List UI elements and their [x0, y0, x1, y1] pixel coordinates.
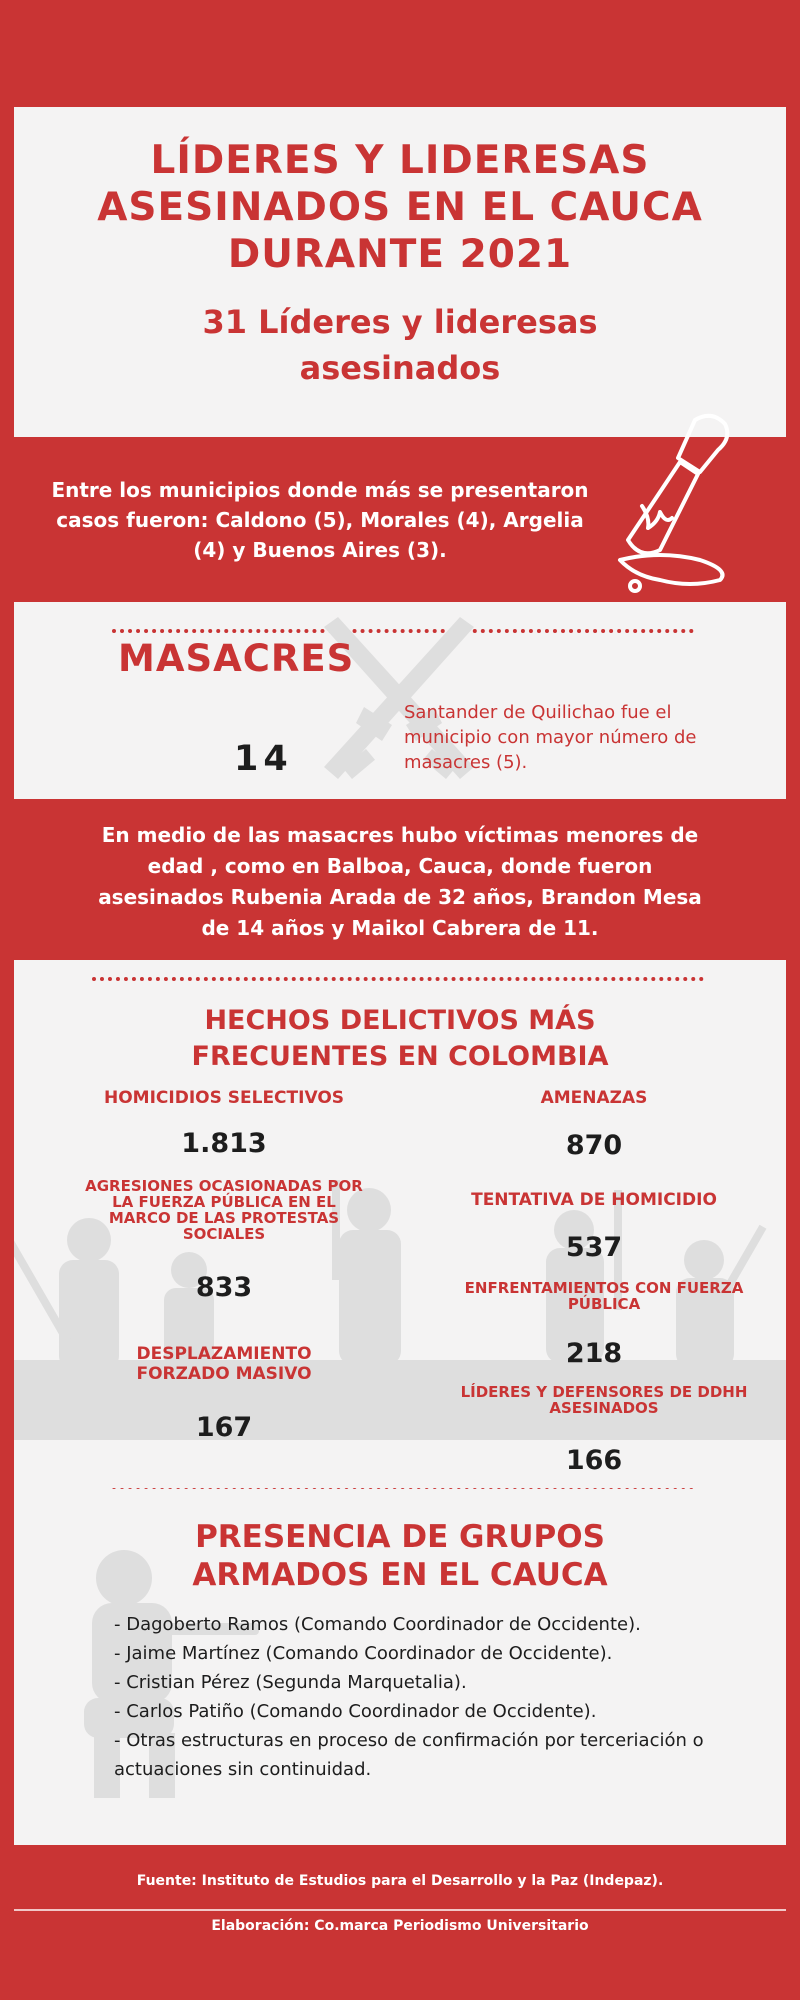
stat-label-homicidios: HOMICIDIOS SELECTIVOS	[103, 1088, 345, 1108]
armed-groups-title: PRESENCIA DE GRUPOS ARMADOS EN EL CAUCA	[192, 1519, 608, 1593]
title-panel	[14, 107, 786, 437]
footer-divider	[14, 1909, 786, 1911]
dotted-divider	[112, 1488, 694, 1489]
stat-value-enfrentamientos: 218	[565, 1338, 623, 1369]
armed-groups-panel	[14, 1488, 786, 1845]
massacres-description: Santander de Quilichao fue el municipio con mayor número de masacres (5).	[404, 702, 697, 773]
list-item: - Jaime Martínez (Comando Coordinador de Occidente).	[114, 1643, 613, 1664]
crimes-title: HECHOS DELICTIVOS MÁS FRECUENTES EN COLOMBIA	[191, 1005, 609, 1072]
stat-value-agresiones: 833	[195, 1272, 253, 1303]
municipalities-text: Entre los municipios donde más se presentaron casos fueron: Caldono (5), Morales (4), Argelia (4) y Buenos Aires (3).	[51, 478, 589, 562]
stat-label-tentativa: TENTATIVA DE HOMICIDIO	[471, 1190, 717, 1210]
leaders-count-subtitle: 31 Líderes y lideresas asesinados	[202, 303, 598, 387]
dotted-divider	[92, 977, 704, 981]
crimes-panel	[14, 960, 786, 1488]
massacres-panel	[14, 602, 786, 799]
stat-value-lideres: 166	[565, 1445, 623, 1476]
list-item: - Dagoberto Ramos (Comando Coordinador de Occidente).	[114, 1614, 641, 1635]
stat-value-tentativa: 537	[565, 1232, 623, 1263]
massacres-title: MASACRES	[118, 637, 355, 680]
stat-value-homicidios: 1.813	[181, 1128, 267, 1159]
list-item: - Otras estructuras en proceso de confirmación por terceriación o actuaciones sin continuidad.	[114, 1730, 704, 1780]
stat-label-desplazamiento: DESPLAZAMIENTO FORZADO MASIVO	[136, 1344, 312, 1384]
stat-value-desplazamiento: 167	[195, 1412, 253, 1443]
page-title: LÍDERES Y LIDERESAS ASESINADOS EN EL CAUCA DURANTE 2021	[97, 138, 703, 277]
stat-label-enfrentamientos: ENFRENTAMIENTOS CON FUERZA PÚBLICA	[464, 1279, 744, 1313]
massacres-count: 14	[234, 739, 293, 779]
list-item: - Carlos Patiño (Comando Coordinador de Occidente).	[114, 1701, 597, 1722]
stat-label-amenazas: AMENAZAS	[540, 1088, 648, 1108]
list-item: - Cristian Pérez (Segunda Marquetalia).	[114, 1672, 467, 1693]
source-text: Fuente: Instituto de Estudios para el Desarrollo y la Paz (Indepaz).	[136, 1873, 664, 1889]
massacre-victims-text: En medio de las masacres hubo víctimas menores de edad , como en Balboa, Cauca, donde fueron asesinados Rubenia Arada de 32 años, Brandon Mesa de 14 años y Maikol Cabrera de 11.	[98, 823, 702, 940]
stat-label-lideres: LÍDERES Y DEFENSORES DE DDHH ASESINADOS	[460, 1383, 748, 1417]
stat-label-agresiones: AGRESIONES OCASIONADAS POR LA FUERZA PÚBLICA EN EL MARCO DE LAS PROTESTAS SOCIALES	[85, 1177, 363, 1243]
bloody-knife-icon	[600, 410, 750, 600]
credit-text: Elaboración: Co.marca Periodismo Universitario	[211, 1918, 589, 1934]
stat-value-amenazas: 870	[565, 1130, 623, 1161]
armed-groups-list	[114, 1610, 754, 1784]
